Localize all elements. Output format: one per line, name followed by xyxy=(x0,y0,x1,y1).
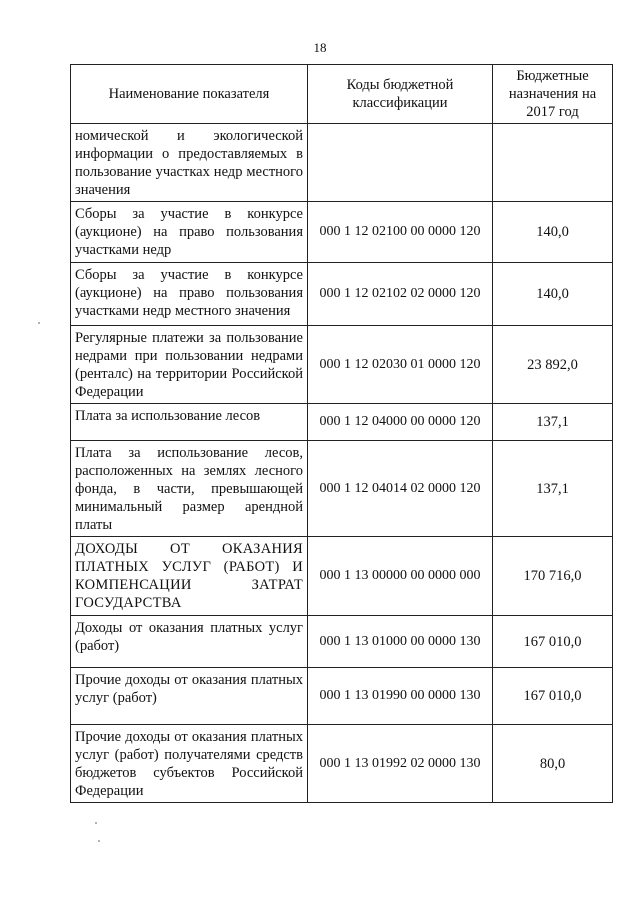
table-row xyxy=(71,326,613,404)
row-code xyxy=(308,124,493,202)
row-code: 000 1 13 01000 00 0000 130 xyxy=(308,616,493,668)
header-name: Наименование показателя xyxy=(71,65,308,124)
row-code: 000 1 12 02030 01 0000 120 xyxy=(308,326,493,404)
table-row xyxy=(71,537,613,616)
table-row xyxy=(71,124,613,202)
row-amount: 170 716,0 xyxy=(493,537,613,616)
row-amount: 23 892,0 xyxy=(493,326,613,404)
row-name: Сборы за участие в конкурсе (аукционе) на право пользования участками недр xyxy=(71,202,308,263)
scan-speck xyxy=(95,822,97,824)
row-amount: 80,0 xyxy=(493,725,613,803)
row-amount xyxy=(493,124,613,202)
row-code: 000 1 13 01992 02 0000 130 xyxy=(308,725,493,803)
row-code: 000 1 12 04000 00 0000 120 xyxy=(308,404,493,441)
row-code: 000 1 12 02100 00 0000 120 xyxy=(308,202,493,263)
budget-table xyxy=(70,64,613,803)
table-row xyxy=(71,616,613,668)
row-code: 000 1 13 01990 00 0000 130 xyxy=(308,668,493,725)
row-name: Плата за использование лесов, расположенных на землях лесного фонда, в части, превышающей минимальный размер арендной платы xyxy=(71,441,308,537)
row-amount: 137,1 xyxy=(493,441,613,537)
row-name: Сборы за участие в конкурсе (аукционе) на право пользования участками недр местного значения xyxy=(71,263,308,326)
row-name: номической и экологической информации о предоставляемых в пользование участках недр местного значения xyxy=(71,124,308,202)
page-number: 18 xyxy=(313,40,327,55)
table-row xyxy=(71,668,613,725)
scan-speck xyxy=(98,840,100,842)
row-amount: 137,1 xyxy=(493,404,613,441)
row-amount: 140,0 xyxy=(493,202,613,263)
row-code: 000 1 12 04014 02 0000 120 xyxy=(308,441,493,537)
row-amount: 167 010,0 xyxy=(493,616,613,668)
row-code: 000 1 12 02102 02 0000 120 xyxy=(308,263,493,326)
table-row xyxy=(71,404,613,441)
header-amount: Бюджетные назначения на 2017 год xyxy=(493,65,613,124)
scan-speck xyxy=(38,322,40,324)
header-codes: Коды бюджетной классификации xyxy=(308,65,493,124)
row-name: Доходы от оказания платных услуг (работ) xyxy=(71,616,308,668)
row-name: Прочие доходы от оказания платных услуг (работ) xyxy=(71,668,308,725)
row-amount: 140,0 xyxy=(493,263,613,326)
table-row xyxy=(71,441,613,537)
row-code: 000 1 13 00000 00 0000 000 xyxy=(308,537,493,616)
row-name: ДОХОДЫ ОТ ОКАЗАНИЯ ПЛАТНЫХ УСЛУГ (РАБОТ) И КОМПЕНСАЦИИ ЗАТРАТ ГОСУДАРСТВА xyxy=(71,537,308,616)
table-row xyxy=(71,263,613,326)
table-row xyxy=(71,202,613,263)
row-amount: 167 010,0 xyxy=(493,668,613,725)
table-header-row xyxy=(71,65,613,124)
row-name: Регулярные платежи за пользование недрами при пользовании недрами (ренталс) на территории Российской Федерации xyxy=(71,326,308,404)
row-name: Плата за использование лесов xyxy=(71,404,308,441)
table-row xyxy=(71,725,613,803)
row-name: Прочие доходы от оказания платных услуг (работ) получателями средств бюджетов субъектов Российской Федерации xyxy=(71,725,308,803)
